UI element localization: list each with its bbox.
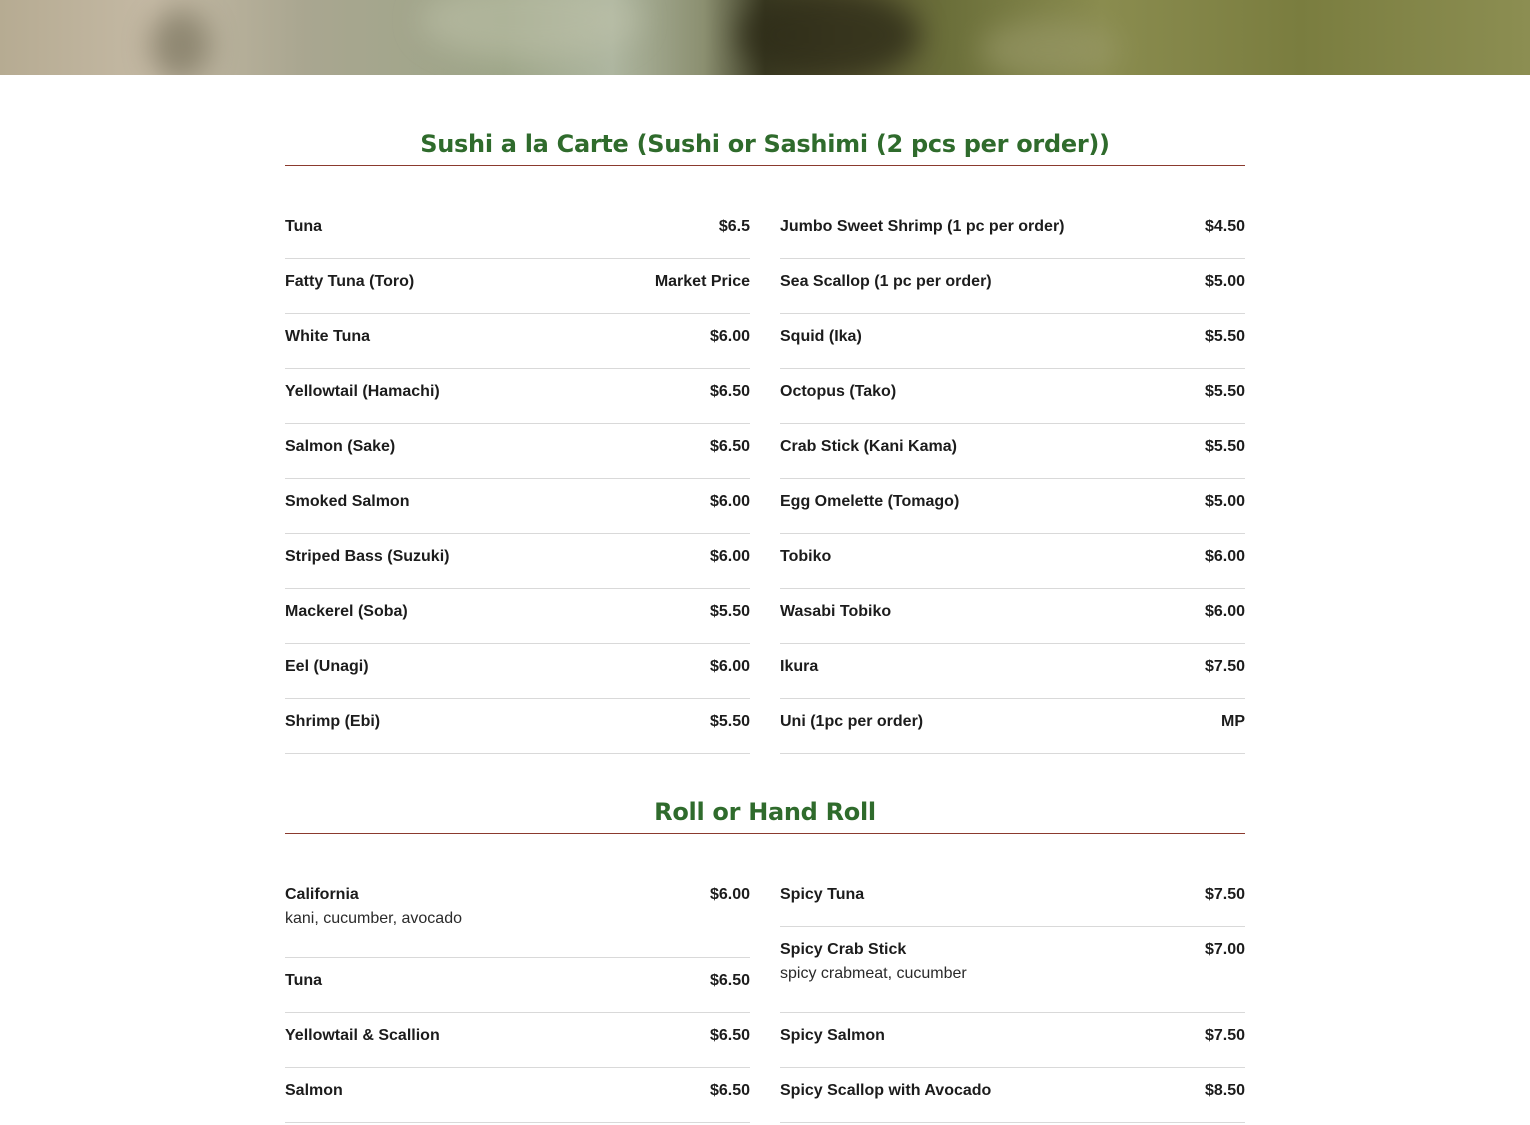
menu-item-name: Sea Scallop (1 pc per order) (780, 273, 992, 290)
menu-item-name: Crab Stick (Kani Kama) (780, 438, 957, 455)
menu-item (285, 1020, 750, 1068)
menu-item-price: $7.50 (1204, 1027, 1245, 1044)
menu-item-text (780, 492, 959, 512)
menu-item-price: $6.5 (718, 218, 750, 235)
menu-item-text (285, 492, 409, 512)
menu-item-name: Tobiko (780, 548, 832, 565)
menu-item-description: kani, cucumber, avocado (285, 910, 462, 927)
menu-item (285, 486, 750, 534)
menu-item (285, 266, 750, 314)
hero-banner-image (0, 0, 1530, 75)
menu-item-price: $6.50 (709, 1027, 750, 1044)
menu-item-text (780, 547, 831, 567)
menu-item-price: $7.50 (1204, 886, 1245, 903)
menu-item-name: Tuna (285, 972, 323, 989)
menu-item (780, 706, 1245, 754)
menu-item (780, 1075, 1245, 1123)
menu-column-left (285, 879, 750, 1123)
menu-item-price: $7.50 (1204, 658, 1245, 675)
menu-item-price: MP (1221, 713, 1245, 730)
menu-item-text (780, 712, 923, 732)
menu-item-text (780, 437, 957, 457)
menu-item-price: $5.50 (1204, 438, 1245, 455)
menu-item (285, 706, 750, 754)
menu-item (780, 211, 1245, 259)
menu-item (285, 211, 750, 259)
menu-item (285, 431, 750, 479)
menu-item-price: $4.50 (1204, 218, 1245, 235)
menu-item-text (285, 217, 322, 237)
menu-item-price: Market Price (654, 273, 750, 290)
menu-item (285, 321, 750, 369)
menu-item-name: Fatty Tuna (Toro) (285, 273, 415, 290)
menu-item-text (285, 712, 380, 732)
menu-item-price: $5.50 (1204, 383, 1245, 400)
menu-item-name: Octopus (Tako) (780, 383, 897, 400)
menu-item-name: Yellowtail (Hamachi) (285, 383, 440, 400)
menu-item-name: Spicy Salmon (780, 1027, 885, 1044)
menu-item-price: $5.50 (1204, 328, 1245, 345)
menu-item-name: Mackerel (Soba) (285, 603, 408, 620)
menu-item-text (780, 657, 818, 677)
menu-item-name: Eel (Unagi) (285, 658, 369, 675)
menu-item (780, 266, 1245, 314)
menu-columns (285, 211, 1245, 754)
menu-item-text (780, 602, 891, 622)
menu-item-price: $6.00 (709, 493, 750, 510)
menu-item-name: Spicy Scallop with Avocado (780, 1082, 992, 1099)
menu-item-name: Tuna (285, 218, 323, 235)
menu-item-text (285, 1081, 343, 1101)
menu-item-price: $6.00 (709, 548, 750, 565)
menu-column-left (285, 211, 750, 754)
menu-item-price: $5.50 (709, 713, 750, 730)
menu-columns (285, 879, 1245, 1123)
menu-item-price: $6.00 (1204, 603, 1245, 620)
menu-item-text (285, 1026, 440, 1046)
menu-item (285, 651, 750, 699)
menu-item (780, 596, 1245, 644)
menu-column-right (780, 879, 1245, 1123)
menu-item-text (780, 885, 864, 905)
menu-item-name: Wasabi Tobiko (780, 603, 892, 620)
menu-item-text (285, 272, 414, 292)
menu-item (285, 376, 750, 424)
menu-item-name: Smoked Salmon (285, 493, 410, 510)
menu-item-price: $6.50 (709, 438, 750, 455)
menu-item (780, 376, 1245, 424)
menu-item-price: $5.00 (1204, 273, 1245, 290)
menu-item-text (780, 1081, 991, 1101)
menu-item-price: $6.50 (709, 972, 750, 989)
menu-item-price: $5.50 (709, 603, 750, 620)
menu-item-text (780, 940, 967, 984)
menu-item-price: $7.00 (1204, 941, 1245, 958)
menu-item-text (285, 327, 370, 347)
menu-item (780, 651, 1245, 699)
menu-item-price: $8.50 (1204, 1082, 1245, 1099)
menu-item (285, 596, 750, 644)
menu-item-price: $6.50 (709, 1082, 750, 1099)
menu-item-price: $6.00 (1204, 548, 1245, 565)
menu-item-price: $6.00 (709, 886, 750, 903)
menu-item-text (780, 272, 992, 292)
menu-item-name: Striped Bass (Suzuki) (285, 548, 450, 565)
menu-item-text (780, 382, 896, 402)
menu-item-name: California (285, 886, 359, 903)
menu-item (780, 1020, 1245, 1068)
menu-item (285, 965, 750, 1013)
menu-item-text (285, 885, 462, 929)
menu-item-text (285, 382, 440, 402)
menu-item-price: $6.00 (709, 328, 750, 345)
menu-item (780, 541, 1245, 589)
menu-item-text (285, 657, 369, 677)
menu-item-name: Uni (1pc per order) (780, 713, 924, 730)
menu-item-price: $6.50 (709, 383, 750, 400)
menu-item-text (780, 1026, 885, 1046)
menu-page (285, 75, 1245, 1123)
menu-item (285, 1075, 750, 1123)
menu-item-text (780, 217, 1065, 237)
menu-item (780, 934, 1245, 1013)
menu-section-sushi-a-la-carte (285, 129, 1245, 754)
menu-item-name: White Tuna (285, 328, 371, 345)
menu-item-name: Spicy Tuna (780, 886, 865, 903)
menu-column-right (780, 211, 1245, 754)
menu-item (285, 879, 750, 958)
menu-item-name: Shrimp (Ebi) (285, 713, 381, 730)
menu-item-text (285, 971, 322, 991)
menu-item-name: Spicy Crab Stick (780, 941, 907, 958)
menu-item (780, 431, 1245, 479)
menu-item-name: Salmon (285, 1082, 343, 1099)
menu-item (285, 541, 750, 589)
menu-item (780, 879, 1245, 927)
menu-item-price: $5.00 (1204, 493, 1245, 510)
menu-item-name: Squid (Ika) (780, 328, 862, 345)
menu-item-text (285, 437, 395, 457)
menu-item-name: Salmon (Sake) (285, 438, 396, 455)
menu-item (780, 486, 1245, 534)
menu-item-text (780, 327, 862, 347)
section-title: Roll or Hand Roll (285, 797, 1245, 834)
menu-item-description: spicy crabmeat, cucumber (780, 965, 967, 982)
menu-item-text (285, 602, 408, 622)
menu-item-name: Jumbo Sweet Shrimp (1 pc per order) (780, 218, 1065, 235)
menu-item-name: Egg Omelette (Tomago) (780, 493, 960, 510)
menu-item-price: $6.00 (709, 658, 750, 675)
menu-item-name: Ikura (780, 658, 819, 675)
menu-item-name: Yellowtail & Scallion (285, 1027, 440, 1044)
menu-item-text (285, 547, 449, 567)
section-title: Sushi a la Carte (Sushi or Sashimi (2 pcs per order)) (285, 129, 1245, 166)
menu-section-roll-or-hand-roll (285, 797, 1245, 1123)
menu-item (780, 321, 1245, 369)
